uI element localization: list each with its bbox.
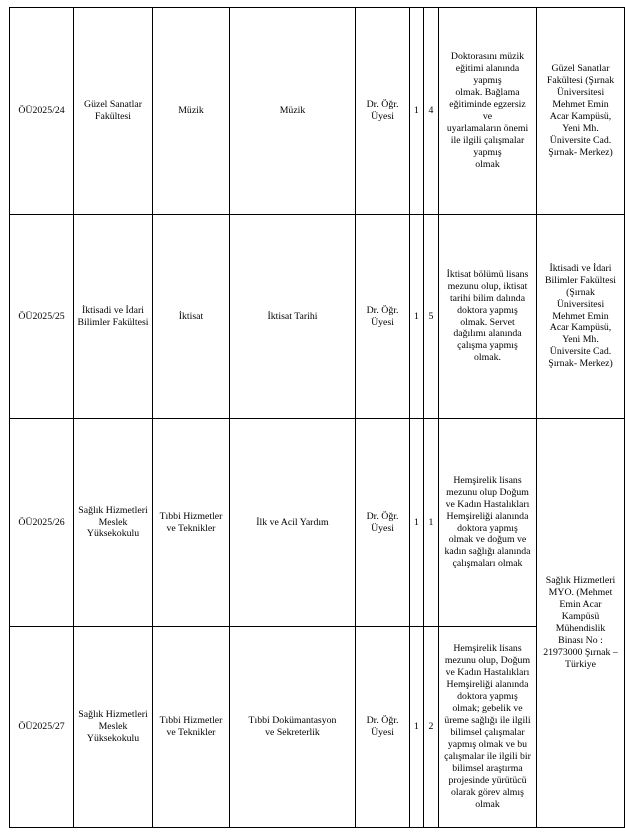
position-count: 1 xyxy=(410,419,424,627)
quota-value: 2 xyxy=(424,627,439,828)
table-row xyxy=(10,627,625,828)
department-name: Müzik xyxy=(153,8,230,215)
quota-value: 1 xyxy=(424,419,439,627)
position-code: ÖÜ2025/27 xyxy=(10,627,74,828)
academic-title: Dr. Öğr. Üyesi xyxy=(356,8,410,215)
faculty-name: İktisadi ve İdari Bilimler Fakültesi xyxy=(74,215,153,419)
academic-title: Dr. Öğr. Üyesi xyxy=(356,627,410,828)
position-code: ÖÜ2025/26 xyxy=(10,419,74,627)
position-count: 1 xyxy=(410,627,424,828)
academic-title: Dr. Öğr. Üyesi xyxy=(356,215,410,419)
academic-title: Dr. Öğr. Üyesi xyxy=(356,419,410,627)
requirement-text: Doktorasını müzik eğitimi alanında yapmış olmak. Bağlama eğitiminde egzersiz ve uyarlamaların önemi ile ilgili çalışmalar yapmış olmak xyxy=(439,8,537,215)
position-code: ÖÜ2025/25 xyxy=(10,215,74,419)
department-name: Tıbbi Hizmetler ve Teknikler xyxy=(153,627,230,828)
quota-value: 4 xyxy=(424,8,439,215)
requirement-text: İktisat bölümü lisans mezunu olup, iktisat tarihi bilim dalında doktora yapmış olmak. Servet dağılımı alanında çalışma yapmış olmak. xyxy=(439,215,537,419)
program-name: İlk ve Acil Yardım xyxy=(230,419,356,627)
faculty-name: Sağlık Hizmetleri Meslek Yüksekokulu xyxy=(74,419,153,627)
application-address: Sağlık Hizmetleri MYO. (Mehmet Emin Acar Kampüsü Mühendislik Binası No : 21973000 Şırnak – Türkiye xyxy=(537,419,625,828)
faculty-name: Güzel Sanatlar Fakültesi xyxy=(74,8,153,215)
requirement-text: Hemşirelik lisans mezunu olup, Doğum ve Kadın Hastalıkları Hemşireliği alanında doktora yapmış olmak; gebelik ve üreme sağlığı ile ilgili bilimsel çalışmalar yapmış olmak ve bu çalışmalar ile ilgili bir bilimsel araştırma projesinde yürütücü olarak görev almış olmak xyxy=(439,627,537,828)
program-name: Müzik xyxy=(230,8,356,215)
quota-value: 5 xyxy=(424,215,439,419)
requirement-text: Hemşirelik lisans mezunu olup Doğum ve Kadın Hastalıkları Hemşireliği alanında doktora yapmış olmak ve doğum ve kadın sağlığı alanında çalışmaları olmak xyxy=(439,419,537,627)
faculty-name: Sağlık Hizmetleri Meslek Yüksekokulu xyxy=(74,627,153,828)
positions-table xyxy=(9,7,625,828)
position-count: 1 xyxy=(410,8,424,215)
position-code: ÖÜ2025/24 xyxy=(10,8,74,215)
table-row xyxy=(10,8,625,215)
application-address: İktisadi ve İdari Bilimler Fakültesi (Şırnak Üniversitesi Mehmet Emin Acar Kampüsü, Yeni Mh. Üniversite Cad. Şırnak- Merkez) xyxy=(537,215,625,419)
table-row xyxy=(10,419,625,627)
department-name: Tıbbi Hizmetler ve Teknikler xyxy=(153,419,230,627)
table-row xyxy=(10,215,625,419)
application-address: Güzel Sanatlar Fakültesi (Şırnak Üniversitesi Mehmet Emin Acar Kampüsü, Yeni Mh. Üniversite Cad. Şırnak- Merkez) xyxy=(537,8,625,215)
position-count: 1 xyxy=(410,215,424,419)
program-name: Tıbbi Dokümantasyon ve Sekreterlik xyxy=(230,627,356,828)
department-name: İktisat xyxy=(153,215,230,419)
program-name: İktisat Tarihi xyxy=(230,215,356,419)
